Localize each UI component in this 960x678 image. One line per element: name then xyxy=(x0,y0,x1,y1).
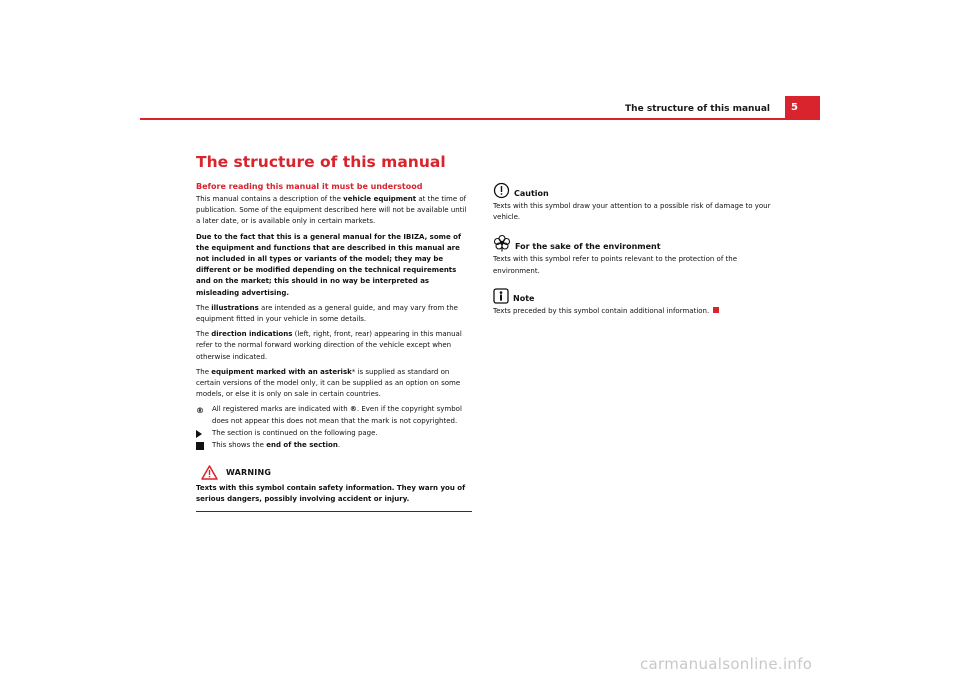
note-info-icon xyxy=(493,288,509,304)
running-header-title: The structure of this manual xyxy=(625,104,770,114)
warning-text: Texts with this symbol contain safety information. They warn you of serious dangers, possibly involving accident or injury. xyxy=(196,484,466,504)
note-label: Note xyxy=(513,293,535,303)
environment-label: For the sake of the environment xyxy=(515,242,661,252)
paragraph-illustrations: The illustrations are intended as a general guide, and may vary from the equipment fitted in your vehicle in some details. xyxy=(196,303,458,324)
watermark-text: carmanualsonline.info xyxy=(640,655,813,673)
caution-icon xyxy=(493,182,510,199)
header-divider xyxy=(140,118,820,120)
caution-text: Texts with this symbol draw your attention to a possible risk of damage to your vehicle. xyxy=(493,202,771,222)
continued-arrow-icon xyxy=(196,430,202,438)
environment-flower-icon xyxy=(493,234,511,252)
paragraph-general-manual: Due to the fact that this is a general manual for the IBIZA, some of the equipment and functions that are described in this manual are not included in all types or variants of the model; they may be different or be modified depending on the technical requirements and on the market; this should in no way be interpreted as misleading advertising. xyxy=(196,232,461,297)
warning-label: WARNING xyxy=(226,468,272,478)
warning-box xyxy=(196,465,472,511)
caution-label: Caution xyxy=(514,189,549,198)
warning-triangle-icon xyxy=(201,465,218,480)
registered-mark-icon: ® xyxy=(196,406,204,416)
end-of-section-icon xyxy=(196,442,204,450)
paragraph-vehicle-equipment: This manual contains a description of the vehicle equipment at the time of publication. Some of the equipment described here will not be available until a later date, or is available only in certain markets. xyxy=(196,195,467,226)
paragraph-asterisk: The equipment marked with an asterisk* is supplied as standard on certain versions of the model only, it can be supplied as an option on some models, or else it is only on sale in certain countries. xyxy=(196,367,461,399)
note-text: Texts preceded by this symbol contain additional information. xyxy=(493,306,773,317)
note-notice xyxy=(493,288,773,317)
list-item-end-of-section: This shows the end of the section. xyxy=(196,440,472,451)
paragraph-direction-indications: The direction indications (left, right, front, rear) appearing in this manual refer to the normal forward working direction of the vehicle except when otherwise indicated. xyxy=(196,330,462,361)
environment-text: Texts with this symbol refer to points relevant to the protection of the environment. xyxy=(493,255,738,275)
environment-notice xyxy=(493,234,773,276)
end-of-section-icon xyxy=(713,307,719,313)
caution-notice xyxy=(493,182,773,223)
list-item-registered-marks: ® All registered marks are indicated with ®. Even if the copyright symbol does not appear this does not mean that the mark is not copyrighted. xyxy=(196,405,462,425)
page-title: The structure of this manual xyxy=(196,153,446,171)
list-item-continued: The section is continued on the following page. xyxy=(196,428,472,439)
left-column xyxy=(196,182,472,512)
right-column xyxy=(493,182,773,328)
section-subheading: Before reading this manual it must be understood xyxy=(196,182,423,191)
page-number-badge: 5 xyxy=(785,96,820,118)
